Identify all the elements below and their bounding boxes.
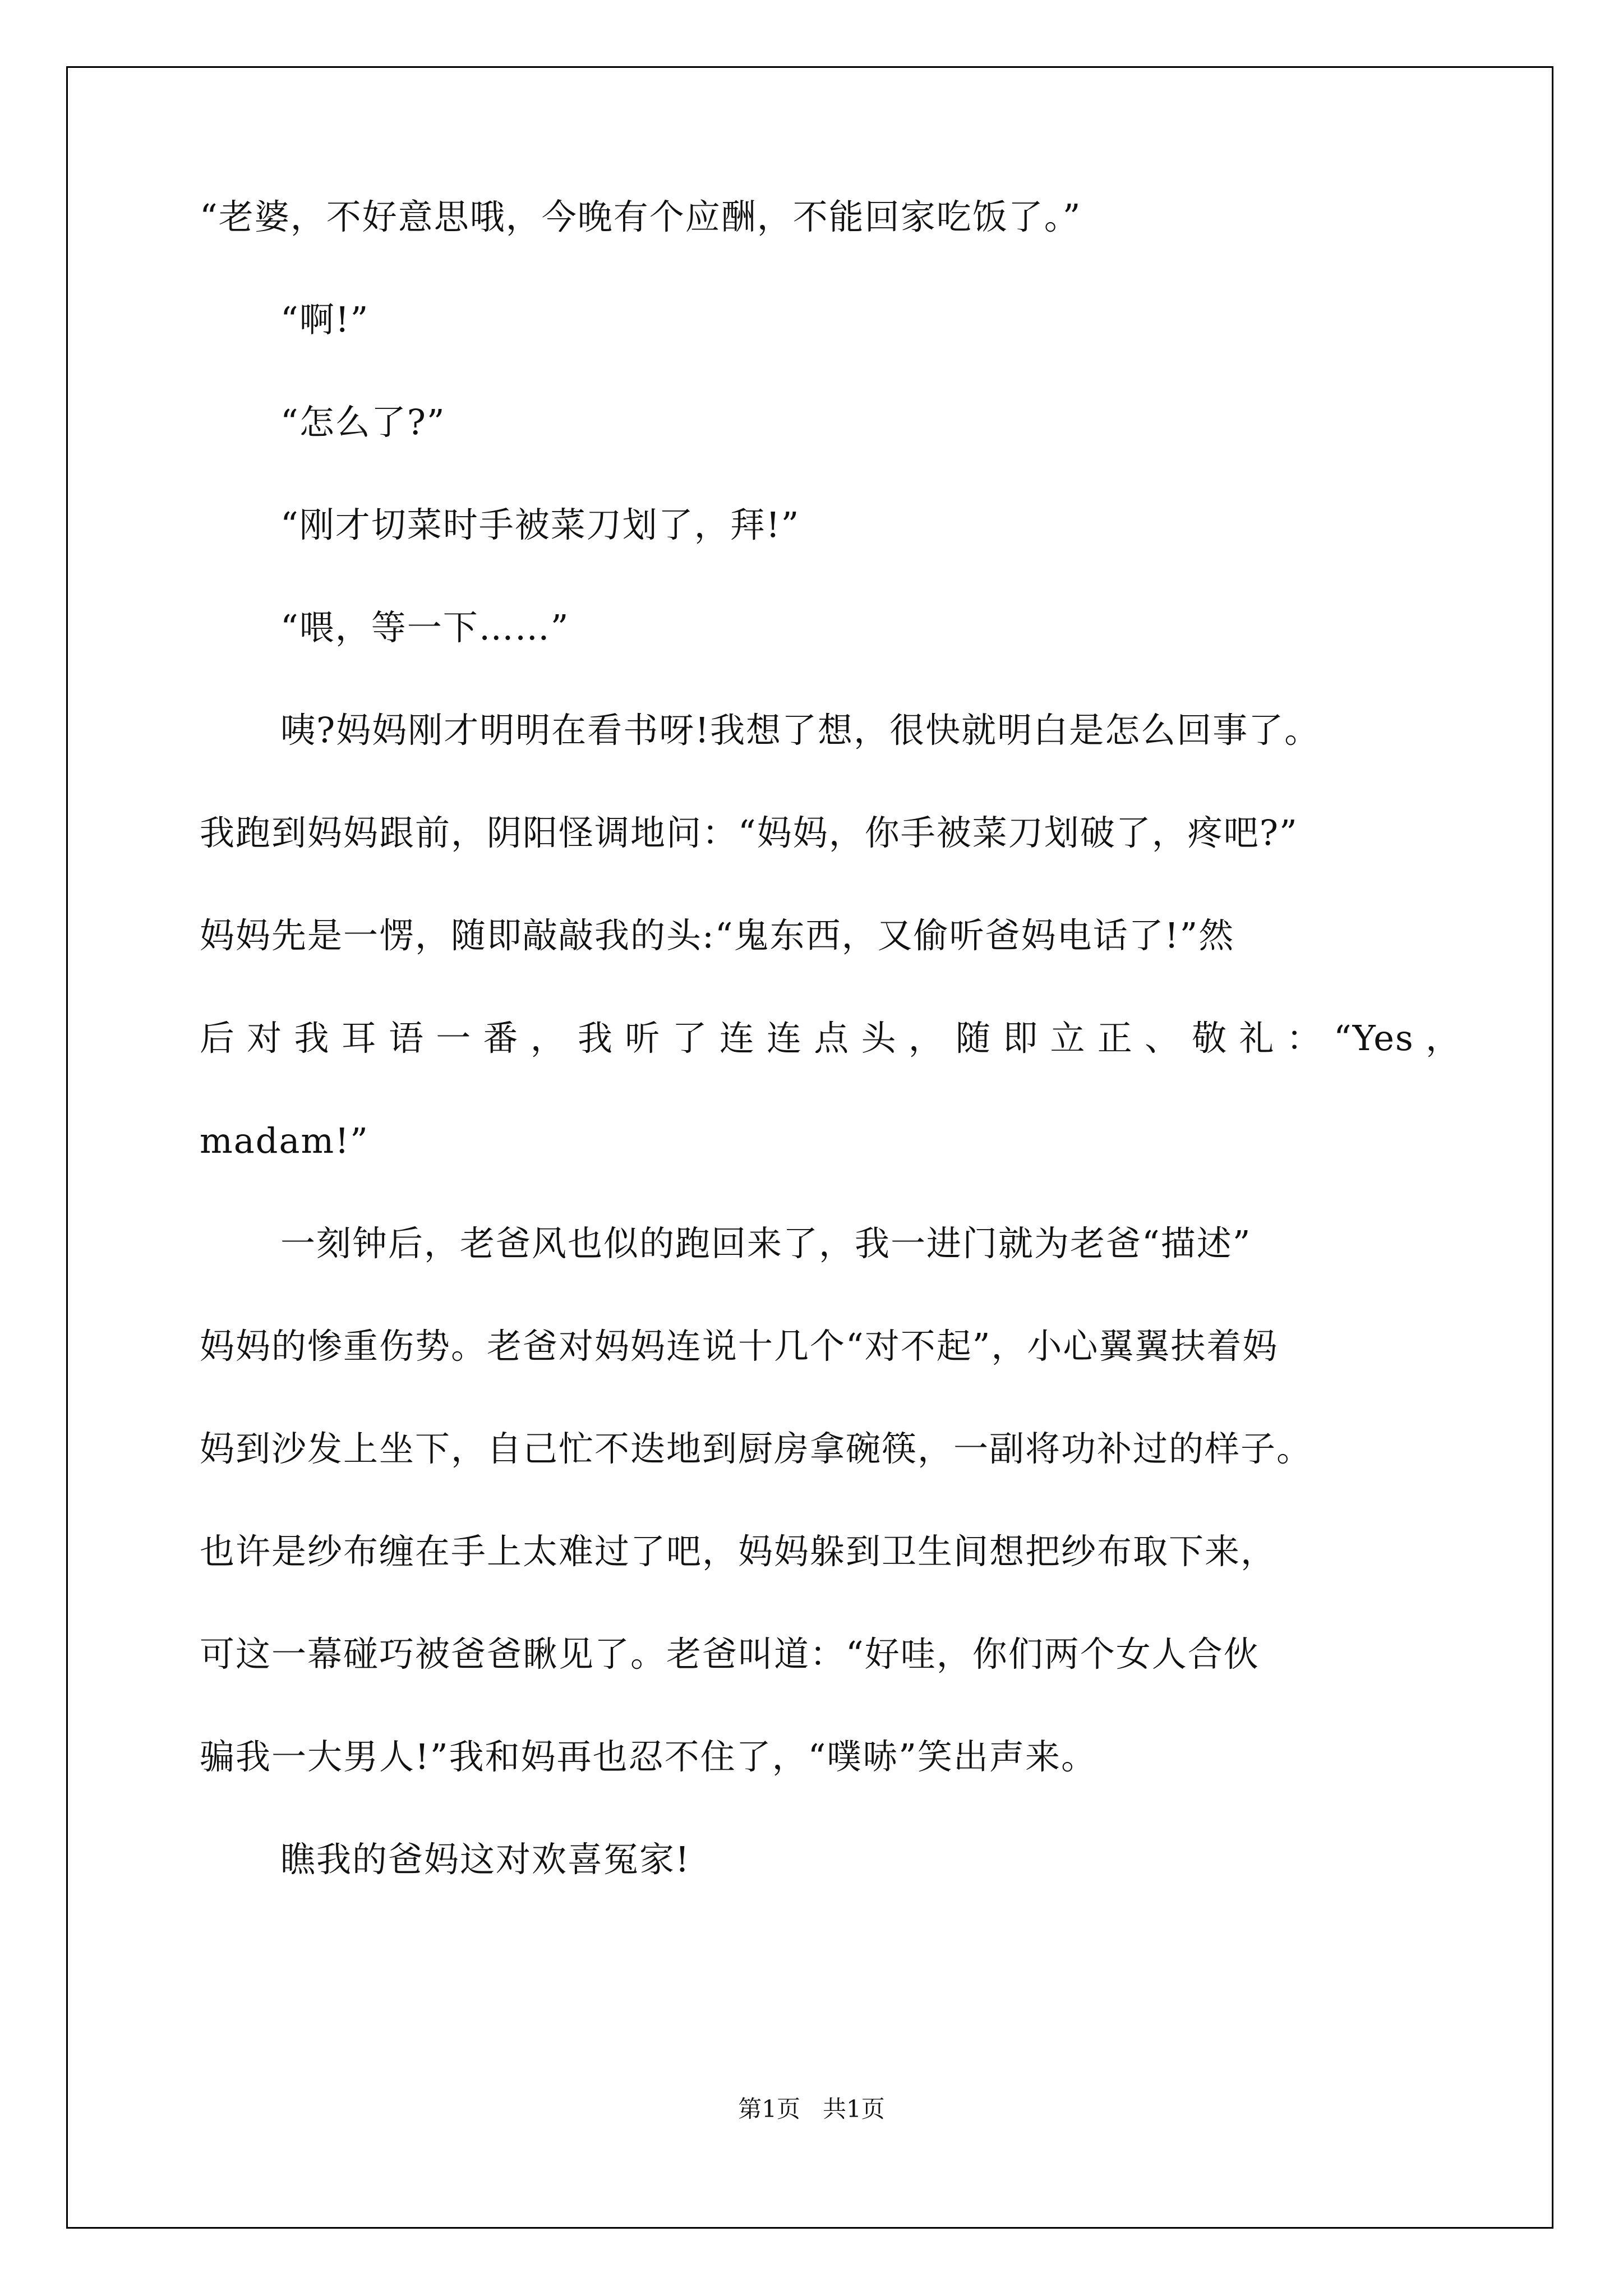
page-number-footer: 第1页 共1页 (738, 2095, 885, 2123)
text-line: “刚才切菜时手被菜刀划了，拜!” (280, 504, 800, 545)
text-line: 咦?妈妈刚才明明在看书呀!我想了想，很快就明白是怎么回事了。 (280, 710, 1321, 751)
text-line: “喂，等一下……” (280, 607, 570, 648)
text-line: 也许是纱布缠在手上太难过了吧，妈妈躲到卫生间想把纱布取下来， (200, 1531, 1277, 1572)
text-line: madam!” (200, 1120, 369, 1161)
text-line: 妈妈先是一愣，随即敲敲我的头:“鬼东西，又偷听爸妈电话了!”然 (200, 915, 1235, 956)
text-line: 妈到沙发上坐下，自己忙不迭地到厨房拿碗筷，一副将功补过的样子。 (200, 1428, 1313, 1469)
text-line: “怎么了?” (280, 402, 446, 443)
text-line: “啊!” (280, 299, 370, 340)
text-line: 可这一幕碰巧被爸爸瞅见了。老爸叫道：“好哇，你们两个女人合伙 (200, 1634, 1260, 1674)
text-line: “老婆，不好意思哦，今晚有个应酬，不能回家吃饭了。” (200, 196, 1082, 237)
text-line: 瞧我的爸妈这对欢喜冤家! (280, 1839, 690, 1880)
text-line: 后对我耳语一番，我听了连连点头，随即立正、敬礼：“Yes， (200, 1018, 1461, 1059)
text-line: 妈妈的惨重伤势。老爸对妈妈连说十几个“对不起”，小心翼翼扶着妈 (200, 1326, 1279, 1366)
text-line: 骗我一大男人!”我和妈再也忍不住了，“噗哧”笑出声来。 (200, 1736, 1098, 1777)
text-line: 我跑到妈妈跟前，阴阳怪调地问：“妈妈，你手被菜刀划破了，疼吧?” (200, 812, 1298, 853)
text-line: 一刻钟后，老爸风也似的跑回来了，我一进门就为老爸“描述” (280, 1223, 1252, 1264)
